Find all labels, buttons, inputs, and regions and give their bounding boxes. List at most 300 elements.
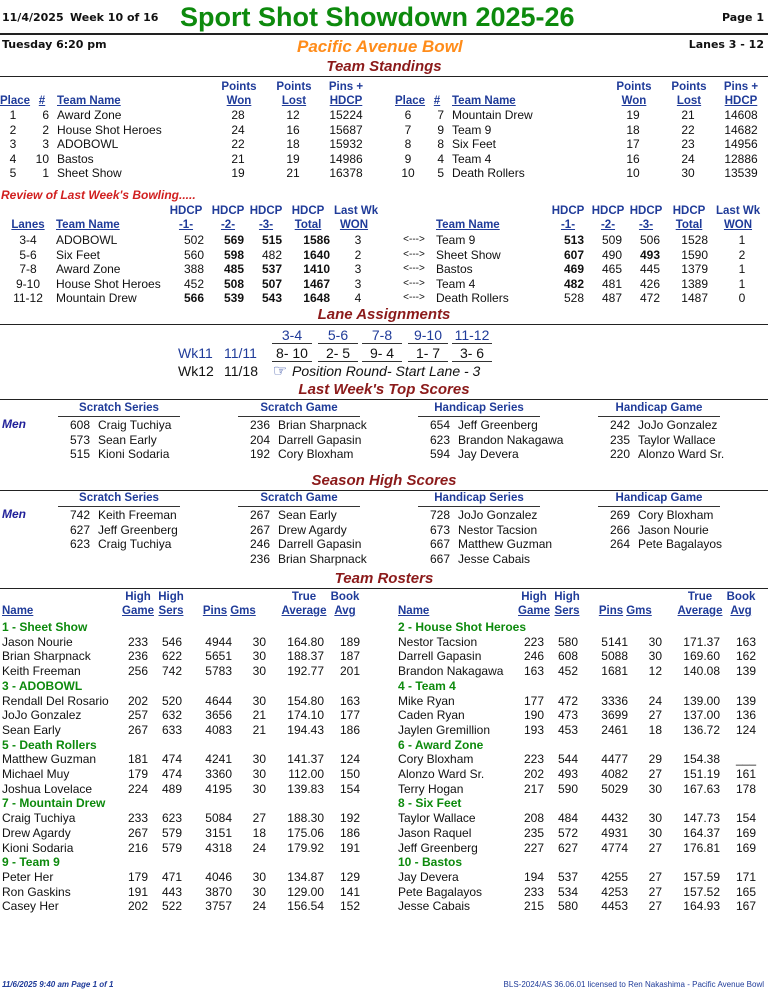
roster-book-average: 165 [735,884,756,899]
roster-true-average: 112.00 [288,767,324,781]
roster-high-series: 633 [161,722,182,737]
roster-games: 21 [252,708,266,723]
roster-team-name: 1 - Sheet Show [2,620,88,634]
roster-games: 30 [252,634,266,649]
roster-team-name: 5 - Death Rollers [2,737,97,752]
divider [0,399,768,400]
review-team-b-score: 490 [601,247,622,262]
score-category-title: Scratch Series [79,402,159,414]
roster-pins: 4644 [205,693,232,708]
review-team-b-score: 1 [738,276,746,291]
standing-points-won: 19 [626,108,640,122]
review-team-a-score: 507 [261,276,282,291]
lane-pair-header: 7-8 [371,327,393,343]
roster-book-average: 161 [735,767,756,781]
roster-book-average: 186 [339,825,360,840]
roster-games: 24 [648,693,662,708]
col-hdcp-game: Total [294,219,322,231]
standing-place: 2 [9,122,17,137]
standing-place: 8 [404,137,412,152]
page-number: Page 1 [721,11,764,24]
underline [58,416,180,417]
roster-games: 24 [252,899,266,914]
standing-points-lost: 24 [681,151,695,166]
roster-true-average: 147.73 [683,811,720,826]
review-team-a-score: 485 [223,262,244,277]
score-value: 667 [429,551,450,566]
roster-games: 30 [252,781,266,796]
roster-player-name: Jesse Cabais [398,899,471,914]
standing-team-number: 1 [42,166,49,181]
roster-pins: 4453 [601,899,628,914]
roster-book-average: 129 [339,869,360,884]
col-hdcp-game: -1- [560,219,576,231]
bowler-name: Matthew Guzman [458,537,553,552]
score-value: 667 [429,537,450,552]
roster-high-game: 163 [523,664,544,679]
roster-book-average: 163 [339,693,360,708]
col-name: Name [2,605,34,617]
roster-book-average: 187 [339,649,360,664]
col-points-lost: Points [671,81,707,93]
roster-high-game: 191 [127,884,148,899]
col-team-name: Team Name [436,219,500,231]
roster-high-series: 608 [557,649,578,664]
col-pins-hdcp: HDCP [329,95,363,107]
roster-player-name: Craig Tuchiya [2,811,76,826]
bowler-name: Jeff Greenberg [98,522,178,537]
standing-team-number: 3 [42,137,49,152]
score-value: 673 [429,522,450,537]
roster-games: 30 [252,693,266,708]
underline [272,343,312,344]
roster-pins: 3336 [601,693,628,708]
col-hdcp-game: HDCP [551,205,585,217]
roster-games: 29 [648,752,662,767]
section-team-standings: Team Standings [326,58,442,75]
bowler-name: Nestor Tacsion [458,522,538,537]
review-team-b-score: 506 [639,233,660,247]
underline [598,416,720,417]
roster-high-game: 223 [523,752,544,767]
week-indicator: Week 10 of 16 [70,11,159,24]
standing-team-name: Team 9 [452,122,492,137]
roster-player-name: Darrell Gapasin [398,649,482,664]
roster-book-average: 162 [735,649,756,664]
roster-player-name: Caden Ryan [398,708,465,723]
roster-high-series: 493 [557,767,578,781]
lane-pair-header: 9-10 [413,327,443,343]
review-team-a-score: 4 [354,291,362,306]
roster-games: 24 [252,840,266,855]
footer-license: BLS-2024/AS 36.06.01 licensed to Ren Nakashima - Pacific Avenue Bowl [503,980,764,989]
standing-team-number: 9 [437,122,444,137]
score-value: 654 [429,418,450,432]
roster-pins: 3656 [205,708,232,723]
roster-book-average: 154 [339,781,360,796]
score-category-title: Handicap Series [434,492,524,504]
bowler-name: Sean Early [98,432,157,447]
score-value: 236 [249,418,270,432]
score-value: 220 [609,447,630,462]
roster-high-game: 267 [127,722,148,737]
week-11-matchup: 1- 7 [415,345,441,361]
roster-high-game: 208 [523,811,544,826]
standing-pins-hdcp: 14608 [724,108,758,122]
review-team-a-score: 539 [223,291,244,306]
standing-team-number: 10 [35,151,49,166]
roster-player-name: Casey Her [2,899,59,914]
roster-pins: 5783 [205,664,232,679]
roster-high-game: 233 [127,811,148,826]
roster-team-name: 2 - House Shot Heroes [398,620,527,634]
review-team-b-score: 487 [601,291,622,306]
col-points-lost: Lost [281,95,307,107]
review-team-b-score: 493 [639,247,660,262]
review-team-a: ADOBOWL [56,233,118,247]
roster-player-name: Peter Her [2,869,54,884]
roster-player-name: Jay Devera [398,869,459,884]
col-hdcp-game: HDCP [629,205,663,217]
roster-games: 27 [648,899,662,914]
roster-games: 30 [252,884,266,899]
roster-high-series: 473 [557,708,578,723]
col-hdcp-game: HDCP [169,205,203,217]
bowler-name: Jeff Greenberg [458,418,538,432]
standing-points-won: 18 [626,122,640,137]
roster-book-average: 150 [339,767,360,781]
review-team-a-score: 3 [354,276,362,291]
score-value: 246 [249,537,270,552]
standing-points-lost: 12 [286,108,300,122]
review-team-a-score: 452 [183,276,204,291]
roster-games: 12 [648,664,662,679]
roster-book-average: 154 [735,811,756,826]
divider [0,324,768,325]
review-team-b-score: 482 [563,276,584,291]
standing-team-name: Award Zone [57,108,122,122]
roster-games: 30 [648,634,662,649]
roster-high-game: 194 [523,869,544,884]
roster-high-game: 202 [127,899,148,914]
col-true-average: Average [281,605,327,617]
roster-true-average: 140.08 [683,664,720,679]
lanes-range: Lanes 3 - 12 [688,38,764,51]
score-category-title: Handicap Game [615,492,703,504]
standing-pins-hdcp: 15932 [329,137,363,152]
standing-points-won: 10 [626,166,640,181]
section-season-high-scores: Season High Scores [311,472,457,489]
standing-place: 3 [9,137,17,152]
col-true-average: True [687,591,713,603]
roster-high-series: 579 [161,840,182,855]
col-high-series: High [554,591,580,603]
roster-book-average: 201 [339,664,360,679]
bowler-name: Kioni Sodaria [98,447,170,462]
score-category-title: Scratch Game [260,492,338,504]
roster-true-average: 151.19 [683,767,720,781]
col-lanes: Lanes [11,219,45,231]
roster-high-series: 443 [161,884,182,899]
roster-pins: 3699 [601,708,628,723]
roster-player-name: Terry Hogan [398,781,464,796]
review-versus-arrow: <---> [403,234,425,245]
standing-points-won: 21 [231,151,245,166]
col-hdcp-game: HDCP [591,205,625,217]
divider [0,490,768,491]
roster-player-name: Michael Muy [2,767,70,781]
roster-high-series: 623 [161,811,182,826]
col-team-name: Team Name [57,95,121,107]
review-team-a-score: 502 [183,233,204,247]
footer-print-info: 11/6/2025 9:40 am Page 1 of 1 [2,980,114,989]
col-pins-hdcp: Pins + [328,81,364,93]
roster-true-average: 141.37 [287,752,324,767]
col-hdcp-game: HDCP [672,205,706,217]
roster-high-series: 580 [557,899,578,914]
underline [598,506,720,507]
week-11-matchup: 2- 5 [325,345,351,361]
roster-player-name: Brandon Nakagawa [398,664,504,679]
standing-place: 5 [9,166,17,181]
week-11-matchup: 3- 6 [459,345,485,361]
roster-games: 27 [648,767,662,781]
review-versus-arrow: <---> [403,263,425,275]
standing-pins-hdcp: 13539 [724,166,758,181]
roster-true-average: 134.87 [287,869,324,884]
col-true-average: Average [677,605,723,617]
roster-pins: 5651 [205,649,232,664]
score-value: 235 [609,432,630,447]
bowler-name: Keith Freeman [98,508,177,522]
col-hdcp-game: -1- [178,219,194,231]
standing-points-won: 28 [231,108,245,122]
review-team-b: Team 4 [436,276,476,291]
underline [408,361,448,362]
score-value: 594 [429,447,450,462]
roster-high-game: 233 [127,634,148,649]
col-hdcp-game: -3- [638,219,654,231]
roster-games: 27 [648,869,662,884]
score-value: 742 [69,508,90,522]
roster-high-series: 627 [557,840,578,855]
roster-player-name: JoJo Gonzalez [2,708,82,723]
review-team-a-score: 482 [261,247,282,262]
roster-high-game: 227 [523,840,544,855]
roster-games: 30 [252,869,266,884]
roster-book-average: 139 [735,693,756,708]
standing-points-won: 24 [231,122,245,137]
roster-high-game: 202 [523,767,544,781]
roster-pins: 4083 [205,722,232,737]
bowler-name: Darrell Gapasin [278,537,362,552]
roster-team-name: 3 - ADOBOWL [2,678,83,693]
standing-team-name: Mountain Drew [452,108,533,122]
roster-high-series: 622 [161,649,182,664]
standing-pins-hdcp: 15224 [329,108,363,122]
standing-points-lost: 22 [681,122,695,137]
roster-player-name: Drew Agardy [2,825,71,840]
standing-team-number: 6 [42,108,49,122]
roster-team-name: 6 - Award Zone [398,737,484,752]
roster-book-average: 177 [339,708,360,723]
roster-team-name: 10 - Bastos [398,855,463,870]
underline [452,361,492,362]
col-team-name: Team Name [56,219,120,231]
col-high-series: Sers [158,605,184,617]
score-value: 269 [609,508,630,522]
roster-high-game: 257 [127,708,148,723]
review-team-b-score: 607 [563,247,584,262]
divider [0,76,768,77]
roster-team-name: 9 - Team 9 [2,855,60,870]
col-games: Gms [230,605,256,617]
underline [418,416,540,417]
review-team-b-score: 513 [563,233,584,247]
bowler-name: Sean Early [278,508,337,522]
roster-games: 27 [648,708,662,723]
col-true-average: True [291,591,317,603]
review-team-b-score: 1590 [681,247,708,262]
standing-team-name: Team 4 [452,151,492,166]
standing-team-number: 5 [437,166,444,181]
roster-true-average: 156.54 [287,899,324,914]
review-team-b-score: 481 [601,276,622,291]
score-category-title: Handicap Series [434,402,524,414]
header-divider [0,33,768,35]
section-lane-assignments: Lane Assignments [317,306,451,323]
roster-games: 30 [648,781,662,796]
roster-games: 27 [648,884,662,899]
review-team-b-score: 445 [639,262,660,277]
col-hdcp-game: WON [339,219,369,231]
underline [238,506,360,507]
roster-games: 18 [252,825,266,840]
standing-team-number: 4 [437,151,444,166]
roster-player-name: Kioni Sodaria [2,840,74,855]
score-value: 264 [609,537,630,552]
col-book-average: Avg [334,605,356,617]
score-value: 266 [609,522,630,537]
roster-high-series: 453 [557,722,578,737]
review-team-b-score: 528 [563,291,584,306]
col-hdcp-game: -2- [220,219,236,231]
roster-pins: 4318 [205,840,232,855]
review-team-a: House Shot Heroes [56,276,161,291]
col-place: Place [0,95,31,107]
review-versus-arrow: <---> [403,248,425,260]
col-high-game: Game [518,605,550,617]
bowler-name: Cory Bloxham [638,508,714,522]
roster-high-series: 471 [161,869,182,884]
standing-team-name: ADOBOWL [57,137,119,152]
review-team-a: Mountain Drew [56,291,137,306]
week-11-label: Wk11 [178,345,213,361]
col-games: Gms [626,605,652,617]
standing-points-lost: 19 [286,151,300,166]
roster-high-series: 452 [557,664,578,679]
col-team-number: # [38,95,46,107]
roster-player-name: Ron Gaskins [2,884,71,899]
roster-high-series: 474 [161,752,182,767]
roster-high-game: 267 [127,825,148,840]
roster-true-average: 139.00 [683,693,720,708]
col-hdcp-game: -2- [600,219,616,231]
roster-high-series: 534 [557,884,578,899]
roster-true-average: 194.43 [287,722,324,737]
roster-true-average: 157.52 [683,884,720,899]
roster-games: 30 [648,825,662,840]
roster-high-game: 246 [523,649,544,664]
review-team-a-score: 543 [261,291,282,306]
review-team-b-score: 1528 [681,233,708,247]
review-team-a-score: 1648 [303,291,330,306]
week-12-note: Position Round- Start Lane - 3 [292,363,481,379]
roster-book-average: 136 [735,708,756,723]
standing-pins-hdcp: 14956 [724,137,758,152]
roster-high-series: 632 [161,708,182,723]
col-team-number: # [433,95,441,107]
review-team-a-score: 1467 [303,276,330,291]
score-value: 267 [249,522,270,537]
score-value: 236 [249,551,270,566]
review-team-b: Death Rollers [436,291,509,306]
roster-book-average: 186 [339,722,360,737]
standing-pins-hdcp: 15687 [329,122,363,137]
roster-player-name: Alonzo Ward Sr. [398,767,485,781]
roster-games: 27 [252,811,266,826]
review-lanes: 9-10 [15,276,41,291]
roster-high-game: 179 [127,869,148,884]
roster-book-average: 167 [735,899,756,914]
bowler-name: Drew Agardy [278,522,347,537]
standing-team-name: Sheet Show [57,166,122,181]
roster-high-game: 236 [127,649,148,664]
roster-games: 30 [252,752,266,767]
score-value: 623 [429,432,450,447]
roster-player-name: Joshua Lovelace [2,781,93,796]
roster-true-average: 154.80 [287,693,324,708]
roster-pins: 5141 [601,634,628,649]
roster-pins: 5029 [601,781,628,796]
score-category-title: Scratch Series [79,492,159,504]
review-team-b: Sheet Show [436,247,501,262]
standing-points-lost: 21 [286,166,300,181]
score-value: 627 [69,522,90,537]
review-team-b-score: 1487 [681,291,708,306]
roster-player-name: Taylor Wallace [398,811,476,826]
underline [362,361,402,362]
col-high-game: High [125,591,151,603]
col-points-won: Won [621,95,647,107]
roster-pins: 3360 [205,767,232,781]
score-value: 204 [249,432,270,447]
roster-high-game: 233 [523,884,544,899]
col-points-lost: Points [276,81,312,93]
roster-book-average: 192 [339,811,360,826]
roster-true-average: 171.37 [683,634,720,649]
roster-high-game: 190 [523,708,544,723]
gender-label: Men [2,417,26,431]
review-team-a-score: 3 [354,262,362,277]
col-high-game: Game [122,605,154,617]
roster-true-average: 188.30 [287,811,324,826]
roster-true-average: 164.80 [287,634,324,649]
review-versus-arrow: <---> [403,277,425,289]
roster-high-series: 537 [557,869,578,884]
underline [238,416,360,417]
roster-high-game: 217 [523,781,544,796]
